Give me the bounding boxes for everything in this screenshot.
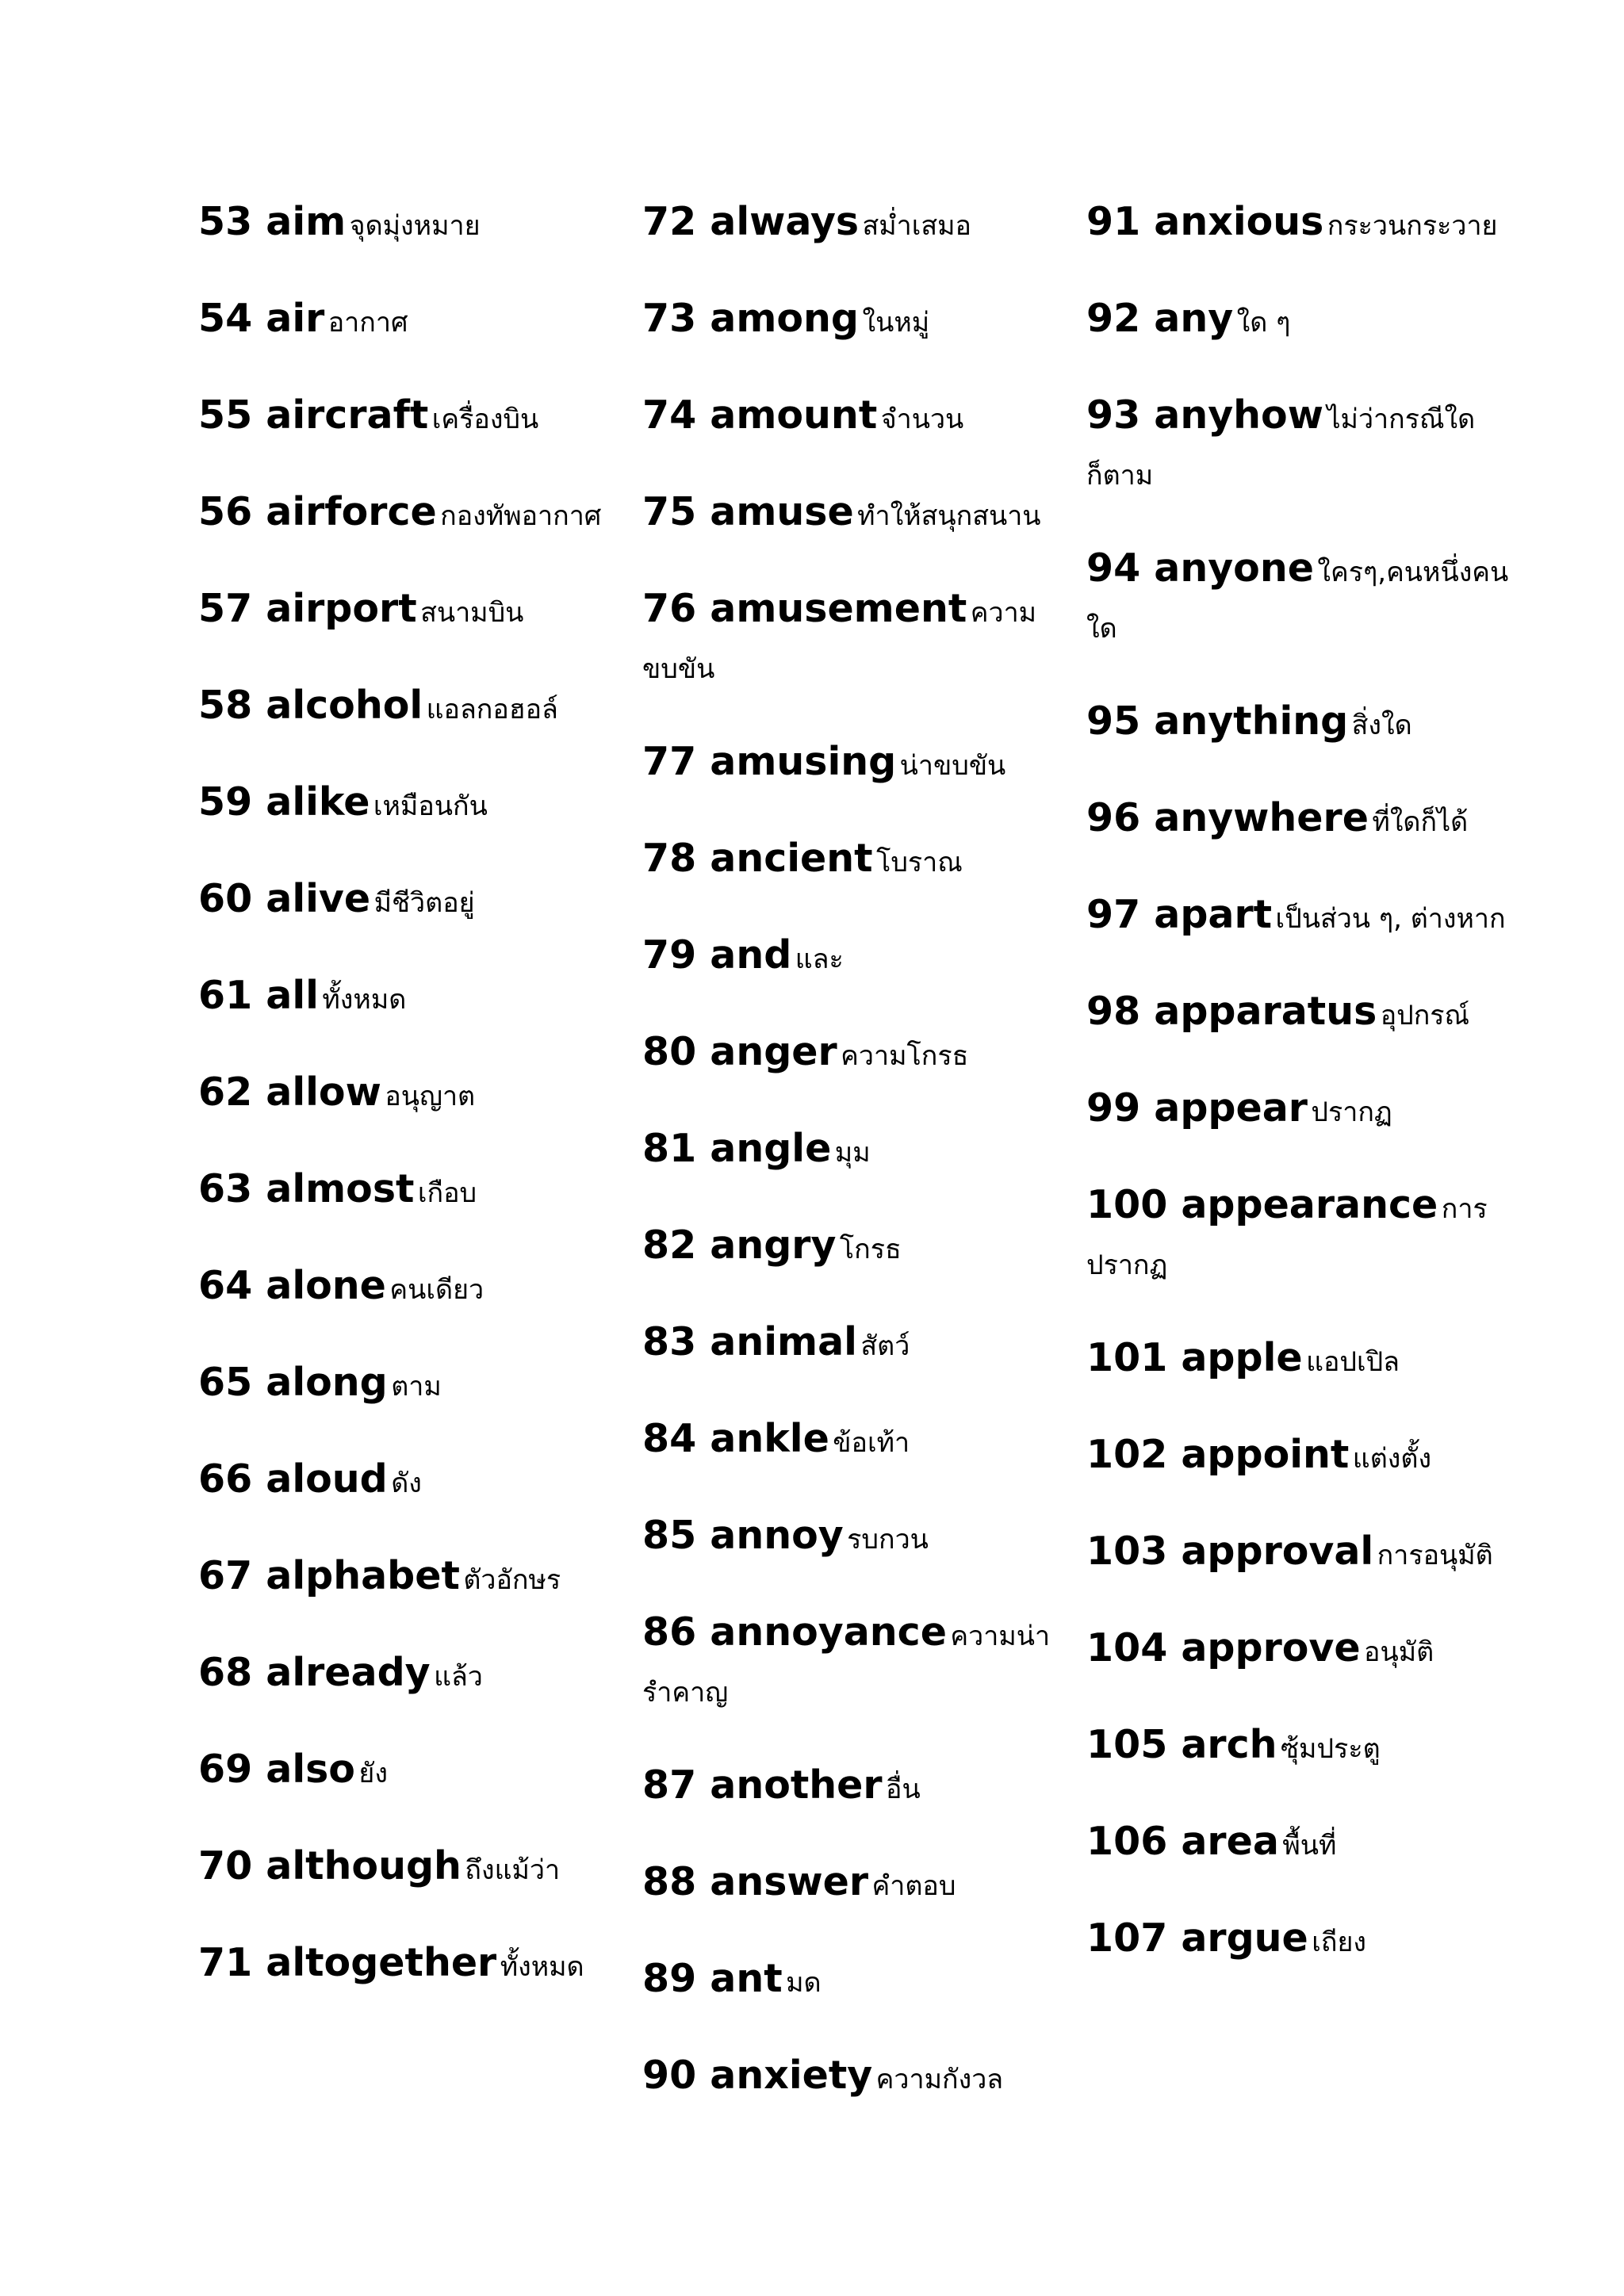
entry-english [642, 1126, 831, 1171]
entry-number: 53 [198, 199, 253, 244]
entry-english [198, 1166, 414, 1211]
entry-number: 62 [198, 1070, 253, 1115]
entry-thai: มด [786, 1967, 822, 1999]
vocab-entry [198, 874, 642, 934]
entry-english [1086, 1529, 1373, 1574]
entry-number: 104 [1086, 1625, 1168, 1670]
entry-english [198, 779, 370, 825]
entry-english [642, 392, 877, 438]
entry-word: almost [266, 1166, 415, 1211]
vocab-entry [198, 970, 642, 1031]
entry-english [198, 199, 346, 244]
entry-number: 58 [198, 683, 253, 728]
entry-number: 80 [642, 1029, 697, 1074]
entry-thai: ทั้งหมด [500, 1951, 584, 1983]
entry-word: always [710, 199, 860, 244]
vocab-entry [1086, 793, 1530, 853]
vocab-entry [1086, 197, 1530, 257]
entry-english [642, 1223, 836, 1268]
entry-number: 59 [198, 779, 253, 825]
vocab-entry [198, 1067, 642, 1127]
entry-word: annoyance [710, 1609, 947, 1655]
entry-thai: ที่ใดก็ได้ [1372, 806, 1469, 838]
vocab-entry [198, 1454, 642, 1514]
entry-number: 68 [198, 1650, 253, 1695]
entry-thai: ยัง [358, 1758, 388, 1789]
vocab-entry [642, 833, 1086, 894]
entry-word: animal [710, 1319, 857, 1364]
entry-word: amusement [710, 586, 967, 631]
vocab-entry [1086, 1429, 1530, 1490]
vocab-entry [198, 1938, 642, 1998]
vocab-entry [1086, 1180, 1530, 1296]
vocab-entry [198, 487, 642, 547]
vocabulary-list [198, 197, 1546, 2147]
entry-word: apparatus [1154, 989, 1377, 1034]
entry-thai: ซุ้มประตู [1280, 1733, 1381, 1765]
entry-word: annoy [710, 1513, 844, 1558]
entry-thai: ความกังวล [875, 2064, 1004, 2095]
entry-thai: อนุญาต [385, 1081, 476, 1112]
vocab-entry [642, 584, 1086, 700]
vocab-entry [1086, 390, 1530, 507]
entry-number: 99 [1086, 1085, 1141, 1131]
vocab-entry [198, 1647, 642, 1708]
entry-thai: ถึงแม้ว่า [465, 1854, 561, 1886]
vocab-entry [642, 1510, 1086, 1571]
vocab-entry [1086, 1623, 1530, 1683]
entry-english [642, 296, 859, 341]
vocab-entry [1086, 1816, 1530, 1877]
entry-word: already [266, 1650, 431, 1695]
vocab-entry [642, 1607, 1086, 1724]
entry-thai: การอนุมัติ [1377, 1540, 1493, 1571]
entry-english [198, 973, 319, 1018]
entry-word: aim [266, 199, 347, 244]
entry-word: anyone [1154, 545, 1314, 591]
entry-number: 75 [642, 489, 697, 534]
entry-number: 93 [1086, 392, 1141, 438]
entry-number: 61 [198, 973, 253, 1018]
entry-number: 79 [642, 932, 697, 978]
entry-number: 64 [198, 1263, 253, 1308]
entry-word: all [266, 973, 319, 1018]
vocab-entry [1086, 1526, 1530, 1586]
entry-number: 102 [1086, 1432, 1168, 1477]
entry-word: anywhere [1154, 795, 1369, 840]
entry-number: 74 [642, 392, 697, 438]
entry-word: angry [710, 1223, 837, 1268]
entry-english [1086, 199, 1323, 244]
entry-thai: คำตอบ [871, 1870, 956, 1902]
entry-word: air [266, 296, 325, 341]
vocab-entry [1086, 890, 1530, 950]
entry-word: allow [266, 1070, 381, 1115]
entry-thai: เหมือนกัน [373, 790, 488, 822]
entry-thai: พื้นที่ [1282, 1830, 1337, 1862]
vocab-entry [198, 1164, 642, 1224]
entry-thai: โบราณ [876, 847, 963, 878]
column-2 [642, 197, 1086, 2147]
entry-english [642, 586, 967, 631]
entry-thai: สิ่งใด [1351, 710, 1412, 741]
entry-thai: อุปกรณ์ [1380, 1000, 1470, 1031]
vocab-entry [642, 197, 1086, 257]
vocab-entry [198, 197, 642, 257]
entry-english [642, 1319, 857, 1364]
entry-english [1086, 795, 1369, 840]
entry-word: among [710, 296, 860, 341]
entry-word: airforce [266, 489, 437, 534]
entry-thai: เครื่องบิน [431, 404, 539, 435]
entry-number: 77 [642, 739, 697, 784]
entry-number: 66 [198, 1456, 253, 1502]
vocab-entry [642, 293, 1086, 354]
entry-english [642, 739, 896, 784]
entry-thai: ปรากฏ [1311, 1096, 1392, 1128]
vocab-entry [642, 1027, 1086, 1087]
entry-word: arch [1181, 1722, 1277, 1767]
entry-thai: ข้อเท้า [833, 1427, 910, 1459]
entry-number: 60 [198, 876, 253, 921]
entry-english [642, 489, 854, 534]
entry-thai: ความขบขัน [642, 597, 1037, 685]
entry-thai: ความโกรธ [841, 1040, 969, 1072]
entry-english [198, 1263, 386, 1308]
entry-word: alphabet [266, 1553, 460, 1598]
entry-word: anxious [1154, 199, 1324, 244]
entry-english [198, 296, 324, 341]
entry-word: ankle [710, 1416, 829, 1461]
entry-english [642, 1762, 883, 1808]
entry-number: 91 [1086, 199, 1141, 244]
entry-number: 67 [198, 1553, 253, 1598]
vocab-entry [198, 1744, 642, 1804]
entry-number: 96 [1086, 795, 1141, 840]
entry-thai: ตาม [391, 1371, 442, 1402]
entry-word: apart [1154, 892, 1273, 937]
entry-thai: รบกวน [847, 1524, 929, 1556]
entry-thai: คนเดียว [389, 1274, 485, 1306]
entry-thai: ใครๆ,คนหนึ่งคนใด [1086, 557, 1509, 645]
entry-english [642, 1609, 947, 1655]
entry-thai: ดัง [391, 1468, 422, 1499]
entry-word: along [266, 1360, 388, 1405]
entry-number: 107 [1086, 1915, 1168, 1961]
vocab-entry [1086, 696, 1530, 756]
entry-english [1086, 392, 1323, 438]
entry-english [1086, 989, 1377, 1034]
entry-word: appearance [1181, 1182, 1438, 1227]
entry-word: argue [1181, 1915, 1308, 1961]
entry-thai: เถียง [1312, 1927, 1366, 1958]
entry-word: amuse [710, 489, 854, 534]
entry-word: approval [1181, 1529, 1374, 1574]
entry-word: anxiety [710, 2053, 873, 2098]
entry-number: 100 [1086, 1182, 1168, 1227]
entry-thai: เกือบ [417, 1177, 477, 1209]
entry-word: aloud [266, 1456, 388, 1502]
entry-word: amount [710, 392, 878, 438]
entry-word: anyhow [1154, 392, 1323, 438]
entry-english [642, 1513, 844, 1558]
entry-number: 82 [642, 1223, 697, 1268]
vocab-entry [1086, 1913, 1530, 1973]
vocab-entry [1086, 543, 1530, 660]
vocab-entry [198, 777, 642, 837]
entry-thai: โกรธ [839, 1234, 902, 1265]
entry-word: angle [710, 1126, 832, 1171]
entry-thai: ทั้งหมด [322, 984, 407, 1016]
entry-english [198, 1553, 460, 1598]
entry-number: 73 [642, 296, 697, 341]
entry-word: any [1154, 296, 1234, 341]
vocab-entry [642, 1220, 1086, 1280]
entry-english [1086, 1819, 1279, 1864]
entry-english [642, 1029, 837, 1074]
entry-english [1086, 1432, 1349, 1477]
entry-english [642, 199, 859, 244]
entry-english [642, 1416, 829, 1461]
entry-thai: อากาศ [327, 307, 408, 339]
entry-english [198, 1940, 496, 1985]
entry-thai: กระวนกระวาย [1327, 210, 1498, 242]
entry-number: 83 [642, 1319, 697, 1364]
entry-english [642, 1956, 783, 2001]
entry-number: 86 [642, 1609, 697, 1655]
entry-number: 103 [1086, 1529, 1168, 1574]
entry-english [198, 1360, 388, 1405]
entry-number: 106 [1086, 1819, 1168, 1864]
vocab-entry [198, 1357, 642, 1418]
entry-thai: มีชีวิตอยู่ [373, 887, 475, 919]
entry-thai: แอปเปิล [1306, 1346, 1400, 1378]
vocab-entry [642, 1123, 1086, 1184]
entry-number: 90 [642, 2053, 697, 2098]
vocab-entry [642, 930, 1086, 990]
entry-english [1086, 1085, 1308, 1131]
vocab-entry [1086, 293, 1530, 354]
entry-number: 87 [642, 1762, 697, 1808]
entry-word: and [710, 932, 792, 978]
vocab-entry [642, 1857, 1086, 1917]
entry-english [1086, 1625, 1361, 1670]
entry-word: appear [1154, 1085, 1308, 1131]
entry-english [642, 932, 791, 978]
entry-number: 89 [642, 1956, 697, 2001]
entry-english [642, 836, 873, 881]
entry-word: amusing [710, 739, 897, 784]
entry-number: 85 [642, 1513, 697, 1558]
entry-thai: ใด ๆ [1236, 307, 1291, 339]
entry-thai: ในหมู่ [862, 307, 930, 339]
entry-thai: กองทัพอากาศ [440, 500, 602, 532]
entry-thai: สม่ำเสมอ [862, 210, 971, 242]
entry-thai: ไม่ว่ากรณีใดก็ตาม [1086, 404, 1476, 492]
entry-word: aircraft [266, 392, 429, 438]
entry-number: 65 [198, 1360, 253, 1405]
entry-word: anything [1154, 698, 1349, 744]
entry-english [642, 2053, 872, 2098]
entry-word: another [710, 1762, 883, 1808]
entry-word: airport [266, 586, 417, 631]
entry-word: ancient [710, 836, 873, 881]
entry-number: 105 [1086, 1722, 1168, 1767]
entry-thai: อนุมัติ [1364, 1636, 1434, 1668]
entry-english [198, 392, 428, 438]
vocab-entry [1086, 1720, 1530, 1780]
entry-thai: ตัวอักษร [463, 1564, 561, 1596]
entry-english [1086, 1915, 1308, 1961]
entry-english [1086, 892, 1272, 937]
entry-english [1086, 545, 1314, 591]
entry-thai: จำนวน [880, 404, 964, 435]
entry-word: area [1181, 1819, 1279, 1864]
vocab-entry [1086, 1083, 1530, 1143]
entry-english [198, 1843, 462, 1888]
entry-english [198, 1456, 388, 1502]
entry-english [198, 586, 417, 631]
entry-thai: สัตว์ [860, 1330, 910, 1362]
vocab-entry [198, 390, 642, 450]
entry-number: 72 [642, 199, 697, 244]
vocab-entry [198, 1261, 642, 1321]
entry-number: 71 [198, 1940, 253, 1985]
entry-number: 101 [1086, 1335, 1168, 1380]
entry-word: alone [266, 1263, 386, 1308]
entry-english [198, 489, 437, 534]
entry-number: 54 [198, 296, 253, 341]
vocab-entry [198, 1841, 642, 1901]
vocab-entry [642, 1414, 1086, 1474]
vocab-entry [198, 1551, 642, 1611]
entry-thai: และ [795, 943, 844, 975]
entry-thai: ความน่ารำคาญ [642, 1621, 1051, 1709]
entry-number: 95 [1086, 698, 1141, 744]
entry-word: appoint [1181, 1432, 1350, 1477]
vocab-entry [642, 2050, 1086, 2110]
entry-word: ant [710, 1956, 783, 2001]
entry-number: 98 [1086, 989, 1141, 1034]
entry-number: 69 [198, 1747, 253, 1792]
entry-word: alike [266, 779, 370, 825]
entry-number: 81 [642, 1126, 697, 1171]
entry-english [198, 1747, 355, 1792]
entry-number: 94 [1086, 545, 1141, 591]
vocab-entry [642, 1760, 1086, 1820]
entry-number: 63 [198, 1166, 253, 1211]
vocab-entry [198, 293, 642, 354]
entry-thai: จุดมุ่งหมาย [349, 210, 481, 242]
entry-thai: แอลกอฮอล์ [426, 694, 558, 725]
entry-english [1086, 1722, 1277, 1767]
vocab-entry [642, 1954, 1086, 2014]
vocab-entry [198, 680, 642, 740]
entry-thai: แต่งตั้ง [1352, 1443, 1432, 1475]
entry-english [198, 1070, 381, 1115]
entry-number: 56 [198, 489, 253, 534]
vocab-entry [642, 1317, 1086, 1377]
entry-thai: การปรากฏ [1086, 1193, 1488, 1281]
entry-number: 78 [642, 836, 697, 881]
entry-thai: อื่น [886, 1774, 921, 1805]
entry-english [1086, 698, 1348, 744]
column-1 [198, 197, 642, 2147]
entry-word: alive [266, 876, 371, 921]
entry-english [198, 683, 423, 728]
vocab-entry [198, 584, 642, 644]
entry-word: approve [1181, 1625, 1361, 1670]
entry-number: 55 [198, 392, 253, 438]
entry-english [198, 1650, 431, 1695]
entry-thai: แล้ว [434, 1661, 483, 1693]
entry-number: 76 [642, 586, 697, 631]
vocab-entry [1086, 1333, 1530, 1393]
vocab-entry [642, 390, 1086, 450]
entry-english [198, 876, 370, 921]
entry-number: 84 [642, 1416, 697, 1461]
entry-number: 88 [642, 1859, 697, 1904]
vocab-entry [642, 487, 1086, 547]
entry-word: anger [710, 1029, 837, 1074]
entry-word: although [266, 1843, 462, 1888]
vocab-entry [1086, 986, 1530, 1047]
entry-thai: ทำให้สนุกสนาน [857, 500, 1041, 532]
entry-word: answer [710, 1859, 869, 1904]
entry-number: 92 [1086, 296, 1141, 341]
entry-english [1086, 1182, 1438, 1227]
entry-number: 57 [198, 586, 253, 631]
entry-english [642, 1859, 868, 1904]
entry-number: 97 [1086, 892, 1141, 937]
entry-word: altogether [266, 1940, 497, 1985]
entry-number: 70 [198, 1843, 253, 1888]
entry-thai: สนามบิน [420, 597, 524, 629]
vocab-entry [642, 737, 1086, 797]
column-3 [1086, 197, 1530, 2147]
entry-word: alcohol [266, 683, 423, 728]
entry-thai: มุม [834, 1137, 871, 1169]
entry-thai: น่าขบขัน [899, 750, 1006, 782]
entry-word: apple [1181, 1335, 1303, 1380]
entry-english [1086, 1335, 1303, 1380]
entry-thai: เป็นส่วน ๆ, ต่างหาก [1275, 903, 1506, 935]
entry-word: also [266, 1747, 355, 1792]
entry-english [1086, 296, 1233, 341]
